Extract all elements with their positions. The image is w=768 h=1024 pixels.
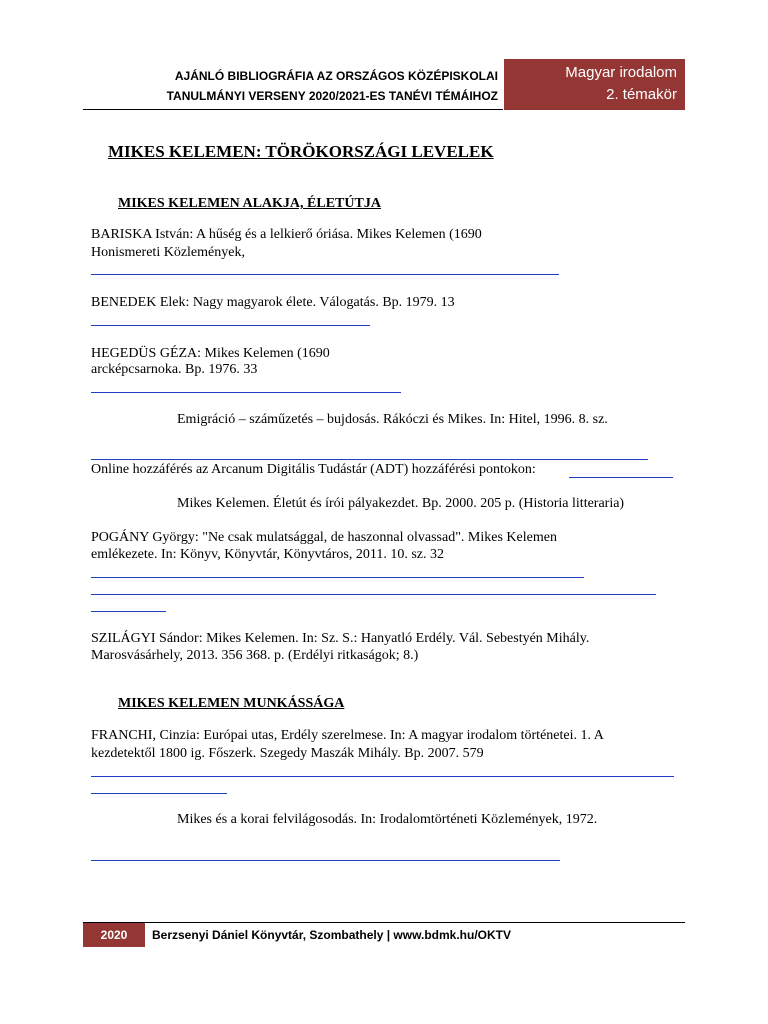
entry-hegedus-line-2: arcképcsarnoka. Bp. 1976. 33 [91, 362, 258, 377]
entry-franchi-line-1: FRANCHI, Cinzia: Európai utas, Erdély szerelmese. In: A magyar irodalom történetei. 1. A [91, 728, 604, 743]
link-pogany-2[interactable] [91, 594, 656, 595]
page-title: MIKES KELEMEN: TÖRÖKORSZÁGI LEVELEK [108, 142, 494, 161]
entry-emigracio: Emigráció – száműzetés – bujdosás. Rákóczi és Mikes. In: Hitel, 1996. 8. sz. [177, 412, 608, 427]
entry-szilagyi-line-1: SZILÁGYI Sándor: Mikes Kelemen. In: Sz. S.: Hanyatló Erdély. Vál. Sebestyén Mihály. [91, 631, 590, 646]
entry-felvilagosodas: Mikes és a korai felvilágosodás. In: Irodalomtörténeti Közlemények, 1972. [177, 812, 598, 827]
link-pogany-1[interactable] [91, 577, 584, 578]
link-bariska[interactable] [91, 274, 559, 275]
entry-pogany-line-2: emlékezete. In: Könyv, Könyvtár, Könyvtáros, 2011. 10. sz. 32 [91, 547, 444, 562]
entry-franchi-line-2: kezdetektől 1800 ig. Főszerk. Szegedy Maszák Mihály. Bp. 2007. 579 [91, 746, 484, 761]
link-hegedus[interactable] [91, 392, 401, 393]
badge-topic: 2. témakör [606, 86, 677, 103]
header-line-1: AJÁNLÓ BIBLIOGRÁFIA AZ ORSZÁGOS KÖZÉPISKOLAI [174, 69, 498, 83]
topic-badge [504, 59, 685, 110]
section-heading-work: MIKES KELEMEN MUNKÁSSÁGA [118, 696, 345, 711]
entry-eletut: Mikes Kelemen. Életút és írói pályakezdet. Bp. 2000. 205 p. (Historia litteraria) [177, 496, 625, 511]
entry-pogany-line-1: POGÁNY György: "Ne csak mulatsággal, de haszonnal olvassad". Mikes Kelemen [91, 530, 557, 545]
entry-bariska-line-2: Honismereti Közlemények, [91, 245, 245, 260]
header-title [90, 66, 498, 106]
link-emigracio[interactable] [91, 459, 648, 460]
link-franchi-2[interactable] [91, 793, 227, 794]
entry-hegedus-line-1: HEGEDÜS GÉZA: Mikes Kelemen (1690 [91, 346, 330, 361]
header-line-2: TANULMÁNYI VERSENY 2020/2021-ES TANÉVI TÉMÁIHOZ [166, 89, 498, 103]
footer-year-badge: 2020 [83, 923, 145, 947]
link-benedek[interactable] [91, 325, 370, 326]
entry-szilagyi-line-2: Marosvásárhely, 2013. 356 368. p. (Erdélyi ritkaságok; 8.) [91, 648, 419, 663]
badge-subject: Magyar irodalom [565, 64, 677, 81]
link-pogany-3[interactable] [91, 611, 166, 612]
link-online-access[interactable] [569, 477, 673, 478]
link-felvilagosodas[interactable] [91, 860, 560, 861]
entry-online-access: Online hozzáférés az Arcanum Digitális Tudástár (ADT) hozzáférési pontokon: [91, 462, 536, 477]
link-franchi-1[interactable] [91, 776, 674, 777]
section-heading-life: MIKES KELEMEN ALAKJA, ÉLETÚTJA [118, 196, 381, 211]
entry-benedek: BENEDEK Elek: Nagy magyarok élete. Válogatás. Bp. 1979. 13 [91, 295, 455, 310]
footer-text: Berzsenyi Dániel Könyvtár, Szombathely | www.bdmk.hu/OKTV [152, 928, 511, 942]
entry-bariska-line-1: BARISKA István: A hűség és a lelkierő óriása. Mikes Kelemen (1690 [91, 227, 482, 242]
header-divider [83, 109, 503, 110]
